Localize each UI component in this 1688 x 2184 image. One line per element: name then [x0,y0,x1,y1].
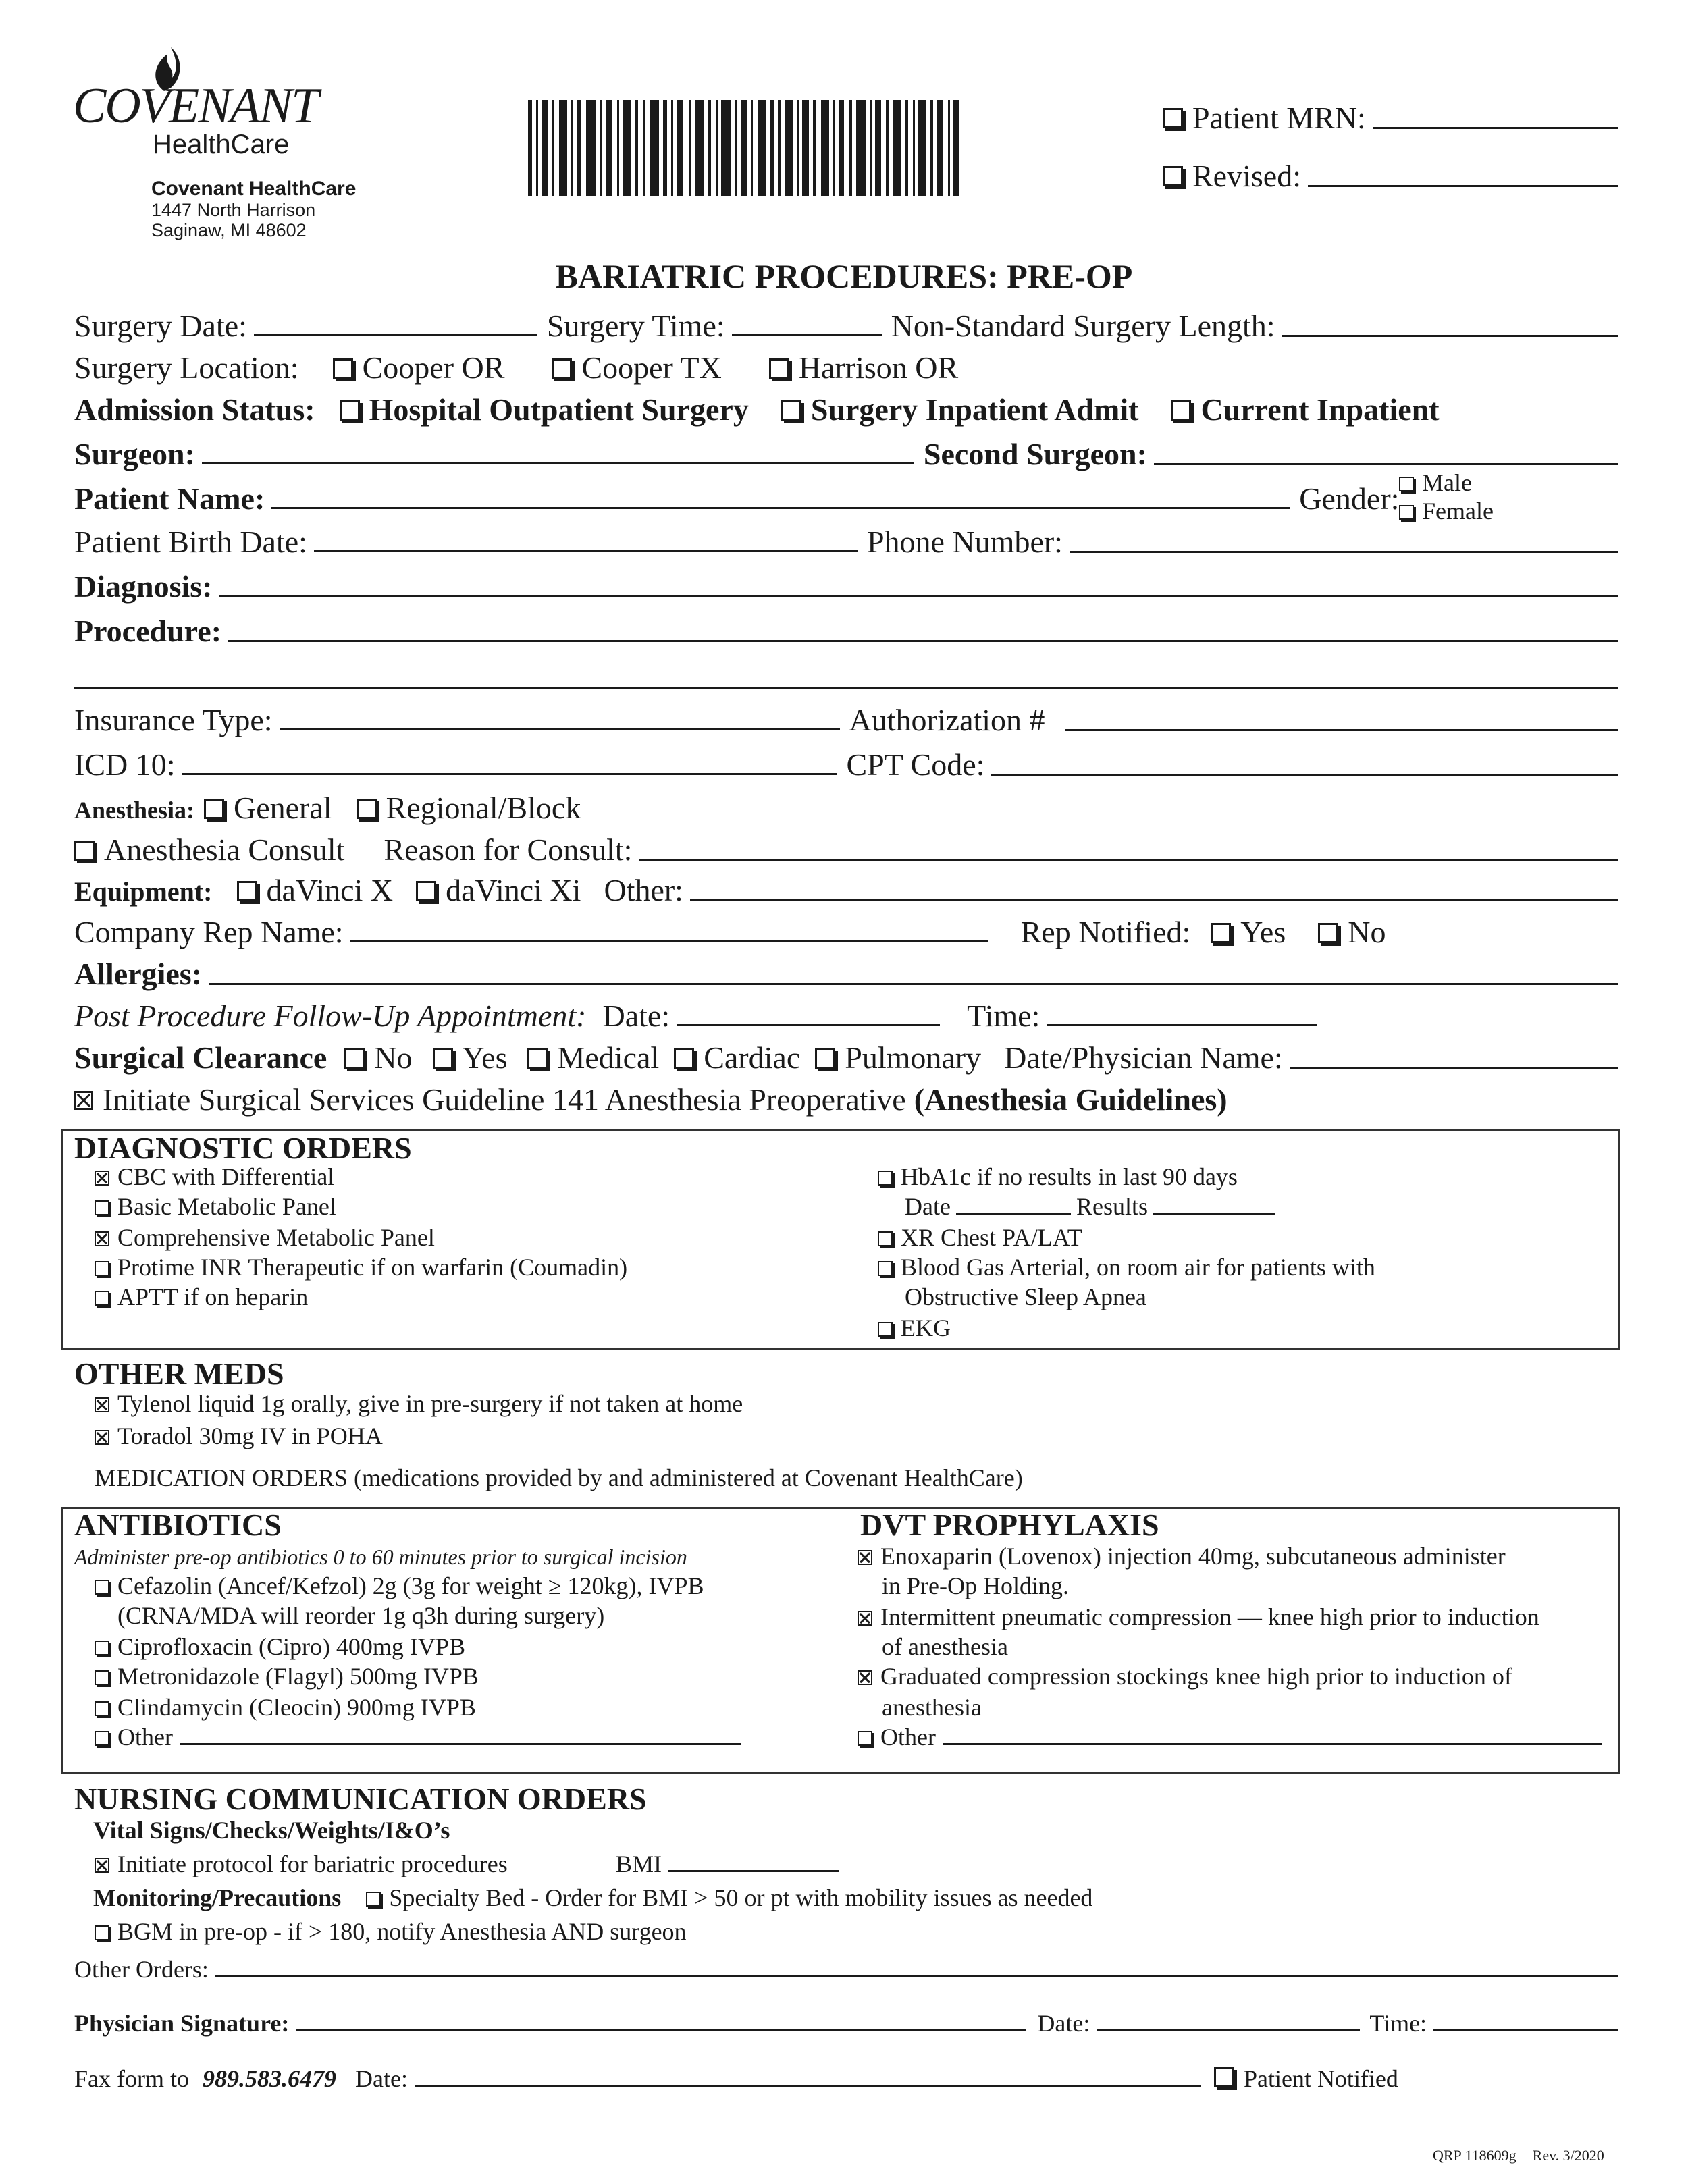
company-rep-input[interactable] [350,915,988,942]
procedure-row: Procedure: [74,613,1618,649]
followup-row: Post Procedure Follow-Up Appointment: Date: Time: [74,998,1317,1034]
other-orders-input[interactable] [215,1974,1618,1977]
nursing-title: NURSING COMMUNICATION ORDERS [74,1782,647,1816]
initiate-guideline-row[interactable]: Initiate Surgical Services Guideline 141 Anesthesia Preoperative (Anesthesia Guidelines) [74,1082,1228,1117]
other-meds-tylenol[interactable]: Tylenol liquid 1g orally, give in pre-surgery if not taken at home [95,1389,743,1418]
location-cooper-or[interactable]: Cooper OR [333,350,505,385]
gender-female[interactable]: Female [1399,497,1494,525]
mrn-input-line[interactable] [1373,126,1618,129]
abx-cefazolin[interactable]: Cefazolin (Ancef/Kefzol) 2g (3g for weight ≥ 120kg), IVPB [95,1572,704,1600]
authorization-input[interactable] [1065,728,1618,731]
clearance-yes[interactable]: Yes [433,1040,508,1075]
rep-notified-no[interactable]: No [1318,914,1386,950]
specialty-bed-checkbox[interactable]: Specialty Bed - Order for BMI > 50 or pt with mobility issues as needed [366,1884,1092,1911]
other-orders-row: Other Orders: [74,1955,1618,1983]
allergies-row: Allergies: [74,956,1618,992]
icd-row: ICD 10: CPT Code: [74,747,1618,782]
clearance-row: Surgical Clearance No Yes Medical Cardiac Pulmonary Date/Physician Name: [74,1040,1618,1075]
anesthesia-regional[interactable]: Regional/Block [357,790,581,826]
abx-clindamycin[interactable]: Clindamycin (Cleocin) 900mg IVPB [95,1693,476,1722]
dvt-enoxaparin-line2: in Pre-Op Holding. [882,1572,1069,1599]
admission-inpatient[interactable]: Surgery Inpatient Admit [781,392,1139,427]
revised-field[interactable]: Revised: [1163,158,1618,194]
clearance-pulmonary[interactable]: Pulmonary [815,1040,981,1075]
dvt-title: DVT PROPHYLAXIS [860,1508,1159,1542]
patient-notified-checkbox[interactable]: Patient Notified [1214,2065,1398,2093]
medication-orders-note: MEDICATION ORDERS (medications provided by and administered at Covenant HealthCare) [95,1464,1023,1491]
anesthesia-general[interactable]: General [204,790,332,826]
surgery-time-input[interactable] [732,309,882,336]
diag-bmp[interactable]: Basic Metabolic Panel [95,1192,336,1221]
insurance-row: Insurance Type: Authorization # [74,702,1618,738]
form-code: QRP 118609g Rev. 3/2020 [1433,2147,1604,2164]
hba1c-date-input[interactable] [956,1192,1071,1215]
signature-time-input[interactable] [1433,2028,1618,2031]
gender-male[interactable]: Male [1399,469,1472,497]
revised-input-line[interactable] [1308,184,1618,187]
surgeon-row: Surgeon: Second Surgeon: [74,436,1618,472]
physician-signature-row: Physician Signature: Date: Time: [74,2009,1618,2037]
surgery-date-input[interactable] [254,309,537,336]
monitoring-row: Monitoring/Precautions Specialty Bed - Order for BMI > 50 or pt with mobility issues as needed [93,1884,1093,1911]
physician-signature-input[interactable] [296,2009,1026,2031]
patient-name-row: Patient Name: Gender: [74,481,1400,516]
nonstandard-length-input[interactable] [1282,334,1618,337]
rep-notified-yes[interactable]: Yes [1211,914,1286,950]
diag-cmp[interactable]: Comprehensive Metabolic Panel [95,1223,435,1252]
followup-time-input[interactable] [1047,998,1317,1026]
dvt-stockings-line2: anesthesia [882,1694,982,1721]
nursing-bgm[interactable]: BGM in pre-op - if > 180, notify Anesthesia AND surgeon [95,1917,687,1946]
diag-hba1c[interactable]: HbA1c if no results in last 90 days [878,1163,1238,1191]
hba1c-results-input[interactable] [1153,1192,1275,1215]
diag-hba1c-date-results: Date Results [905,1192,1275,1221]
dvt-other[interactable]: Other [858,1723,1602,1751]
surgery-date-row: Surgery Date: Surgery Time: Non-Standard Surgery Length: [74,308,1618,344]
anesthesia-consult-row: Anesthesia Consult Reason for Consult: [74,832,1618,868]
nursing-initiate-protocol[interactable]: Initiate protocol for bariatric procedures [95,1850,508,1878]
other-meds-title: OTHER MEDS [74,1356,284,1391]
anesthesia-row: Anesthesia: General Regional/Block [74,791,581,825]
diag-aptt[interactable]: APTT if on heparin [95,1283,308,1311]
clearance-no[interactable]: No [344,1040,412,1075]
admission-status-row: Admission Status: Hospital Outpatient Surgery Surgery Inpatient Admit Current Inpatient [74,392,1440,427]
admission-current-inpatient[interactable]: Current Inpatient [1171,392,1439,427]
abx-cefazolin-line2: (CRNA/MDA will reorder 1g q3h during surgery) [117,1602,605,1629]
diag-blood-gas[interactable]: Blood Gas Arterial, on room air for patients with [878,1253,1375,1281]
diag-ekg[interactable]: EKG [878,1314,951,1342]
company-rep-row: Company Rep Name: Rep Notified: Yes No [74,915,1386,949]
diag-cbc[interactable]: CBC with Differential [95,1163,334,1191]
phone-input[interactable] [1070,550,1618,553]
clearance-physician-input[interactable] [1290,1066,1618,1069]
logo-subtitle: HealthCare [153,130,290,159]
mrn-field[interactable]: Patient MRN: [1163,100,1618,136]
dvt-ipc-line2: of anesthesia [882,1633,1008,1660]
equipment-row: Equipment: daVinci X daVinci Xi Other: [74,872,1618,908]
dvt-other-input[interactable] [943,1723,1602,1745]
diagnosis-row: Diagnosis: [74,568,1618,604]
revised-checkbox[interactable] [1163,166,1183,186]
procedure-input[interactable] [228,639,1618,642]
fax-row: Fax form to 989.583.6479 Date: Patient Notified [74,2065,1398,2092]
clearance-medical[interactable]: Medical [527,1040,659,1075]
cpt-input[interactable] [991,773,1618,776]
antibiotics-note: Administer pre-op antibiotics 0 to 60 minutes prior to surgical incision [74,1545,687,1569]
equipment-davinci-x[interactable]: daVinci X [237,872,394,908]
diagnostic-orders-title: DIAGNOSTIC ORDERS [74,1131,412,1165]
bmi-field: BMI [616,1850,839,1878]
location-cooper-tx[interactable]: Cooper TX [552,350,721,385]
location-harrison-or[interactable]: Harrison OR [769,350,958,385]
birth-phone-row: Patient Birth Date: Phone Number: [74,524,1618,560]
abx-other-input[interactable] [180,1723,741,1745]
dvt-enoxaparin[interactable]: Enoxaparin (Lovenox) injection 40mg, subcutaneous administer [858,1542,1506,1570]
allergies-input[interactable] [209,982,1618,985]
signature-date-input[interactable] [1097,2009,1360,2031]
initiate-guideline-checkbox[interactable] [74,1091,93,1110]
admission-outpatient[interactable]: Hospital Outpatient Surgery [340,392,749,427]
diag-protime[interactable]: Protime INR Therapeutic if on warfarin (Coumadin) [95,1253,627,1281]
abx-cipro[interactable]: Ciprofloxacin (Cipro) 400mg IVPB [95,1632,465,1661]
equipment-other-input[interactable] [690,899,1618,901]
equipment-davinci-xi[interactable]: daVinci Xi [416,872,581,908]
other-meds-toradol[interactable]: Toradol 30mg IV in POHA [95,1422,383,1450]
org-name: Covenant HealthCare [151,178,357,200]
diag-blood-gas-line2: Obstructive Sleep Apnea [905,1283,1146,1310]
birth-date-input[interactable] [314,525,858,552]
anesthesia-consult-checkbox[interactable]: Anesthesia Consult [74,832,344,868]
org-address-line1: 1447 North Harrison [151,200,316,220]
fax-date-input[interactable] [415,2065,1201,2087]
dvt-stockings[interactable]: Graduated compression stockings knee high prior to induction of [858,1662,1512,1690]
clearance-cardiac[interactable]: Cardiac [674,1040,800,1075]
abx-metronidazole[interactable]: Metronidazole (Flagyl) 500mg IVPB [95,1662,479,1690]
form-title: BARIATRIC PROCEDURES: PRE-OP [555,257,1133,295]
followup-date-input[interactable] [677,998,940,1026]
antibiotics-title: ANTIBIOTICS [74,1508,282,1542]
insurance-input[interactable] [280,703,840,730]
dvt-ipc[interactable]: Intermittent pneumatic compression — knee high prior to induction [858,1603,1539,1631]
covenant-logo [73,41,329,162]
bmi-input[interactable] [668,1850,839,1872]
org-address-line2: Saginaw, MI 48602 [151,220,307,240]
icd10-input[interactable] [182,747,837,775]
logo-wordmark: COVENANT [73,78,318,134]
surgery-location-row: Surgery Location: Cooper OR Cooper TX Harrison OR [74,350,959,385]
procedure-extra-line[interactable] [74,687,1618,689]
diag-xr-chest[interactable]: XR Chest PA/LAT [878,1223,1082,1252]
second-surgeon-input[interactable] [1154,462,1618,465]
abx-other[interactable]: Other [95,1723,741,1751]
vital-signs-heading: Vital Signs/Checks/Weights/I&O’s [93,1817,450,1844]
reason-consult-input[interactable] [639,858,1618,861]
diagnosis-input[interactable] [219,595,1618,597]
mrn-checkbox[interactable] [1163,108,1183,128]
barcode [528,100,960,196]
patient-name-input[interactable] [271,481,1290,509]
surgeon-input[interactable] [202,437,914,464]
